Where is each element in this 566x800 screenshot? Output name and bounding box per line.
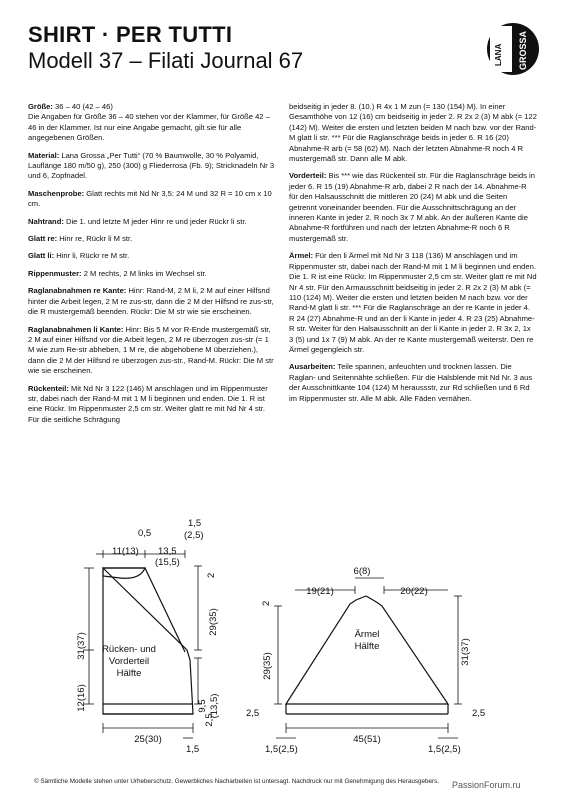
section-label: Maschenprobe: xyxy=(28,188,85,198)
section-label: Ausarbeiten: xyxy=(289,362,336,372)
section-text: Die Angaben für Größe 36 – 40 stehen vor der Klammer, für Größe 42 – 46 in der Klammer. Ist nur eine Angabe gemacht, gilt sie für alle angegebenen Größen. xyxy=(28,112,270,143)
section-label: Glatt re: xyxy=(28,234,58,244)
page-subtitle: Modell 37 – Filati Journal 67 xyxy=(28,48,304,73)
section-text: Lana Grossa „Per Tutti“ (70 % Baumwolle, 30 % Polyamid, Lauflänge 180 m/50 g), 250 (300) g Fliederrosa (Fb. 9); Stricknadeln Nr 3 und 6, Zopfnadel. xyxy=(28,150,275,181)
dim-sleeve-2-5-left: 2,5 xyxy=(246,708,260,719)
section-groesse xyxy=(28,102,276,144)
section-text: Die 1. und letzte M jeder Hinr re und jeder Rückr li str. xyxy=(63,216,247,226)
dim-back-29-35: 29(35) xyxy=(208,608,219,636)
section-vorderteil xyxy=(289,171,537,244)
section-glatt_li xyxy=(28,251,276,261)
section-label: Nahtrand: xyxy=(28,216,64,226)
section-rueckenteil_cont xyxy=(289,102,537,164)
section-text: Hinr: Bis 5 M vor R-Ende mustergemäß str, 2 M auf einer Hilfsnd vor die Arbeit legen, 2 M re überzogen zus-str (= 1 M wie zum Re-str abheben, 1 M re, die abgehobene M überziehen.), dann die 2 M der Hilfsnd re überzogen zus-str., Rand-M. Rückr: Die M str wie sie erscheinen. xyxy=(28,324,274,376)
section-text: Für den li Ärmel mit Nd Nr 3 118 (136) M anschlagen und im Rippenmuster str, dabei nach der Rand-M mit 1 M li beginnen und enden. Die 1. R ist eine Rückr. Im Rippenmuster 2,5 cm str. Weiter glatt re mit Nd Nr 4 str. Für den Armausschnitt beidseitig in jeder 2. R 2x 2 (3) M abk (= 110 (124) M). Weiter die ersten und letzten beiden M nach bzw. vor der Rand-M glatt li str. *** Für die Raglanschräge an der re Kante in jeder 4. R 24 (27) Abnahme-R und an der li Kante in jeder 4. R 23 (25) Abnahme-R str. Weiter für den Halsausschnitt an der li Kante in jeder 2. R 3x 2, 1x 3 (5) und 1x 7 (9) M abk. An der re Kante mustergemäß weiterstr. Den re Ärmel gegengleich str. xyxy=(289,251,537,354)
section-label: Raglanabnahmen re Kante: xyxy=(28,286,127,296)
back-label-1: Rücken- und xyxy=(102,644,156,655)
svg-text:LANA: LANA xyxy=(494,43,503,66)
pattern-schematic xyxy=(0,510,566,770)
dim-sleeve-31-37: 31(37) xyxy=(460,638,471,666)
dim-back-1-5-bottom: 1,5 xyxy=(186,744,200,755)
section-text: Hinr li, Rückr re M str. xyxy=(54,251,130,261)
dim-sleeve-45-51: 45(51) xyxy=(353,734,381,745)
section-text: beidseitig in jeder 8. (10.) R 4x 1 M zun (= 130 (154) M). In einer Gesamthöhe von 12 (16) cm beidseitig in jeder 2. R 2x 2 (3) M abk (= 122 (142) M). Weiter die ersten und letzten beiden M nach bzw. vor der Rand-M glatt li str. *** Für die Raglanschräge beids in jeder 6. R 16 (20) Abnahme-R arb (= 58 (62) M). Nach der letzten Abnahme-R noch 4 R mustergemäß str. Dann alle M abk. xyxy=(289,102,537,164)
section-label: Glatt li: xyxy=(28,251,55,261)
section-text: Teile spannen, anfeuchten und trocknen lassen. Die Raglan- und Seitennähte schließen. Für die Halsblende mit Nd Nr. 3 aus der Ausschnittkante 104 (124) M heraussstr, zur Rd schließen und 6 Rd im Rippenmuster str. Alle M abk. Alle Fäden vernähen. xyxy=(289,362,533,403)
dim-back-2: 2 xyxy=(206,572,217,578)
dim-sleeve-19-21: 19(21) xyxy=(306,586,334,597)
section-ausarbeiten xyxy=(289,362,537,404)
sleeve-label-2: Hälfte xyxy=(354,641,380,652)
dim-sleeve-1-5-right: 1,5(2,5) xyxy=(428,744,461,755)
dim-sleeve-29-35: 29(35) xyxy=(262,652,273,680)
dim-back-top-2: (2,5) xyxy=(184,530,204,541)
section-label: Rippenmuster: xyxy=(28,268,82,278)
sleeve-half-schematic xyxy=(286,596,448,714)
dim-back-31-37: 31(37) xyxy=(76,632,87,660)
instructions-left-column xyxy=(28,102,276,432)
section-text: Glatt rechts mit Nd Nr 3,5: 24 M und 32 R = 10 cm x 10 cm. xyxy=(28,188,272,209)
dim-back-9-5: 9,5 xyxy=(197,699,208,713)
section-ragl_re xyxy=(28,286,276,317)
dim-back-15-5: (15,5) xyxy=(155,557,180,568)
page-title: SHIRT · PER TUTTI xyxy=(28,22,233,47)
section-text: 36 – 40 (42 – 46) xyxy=(52,102,113,111)
section-label: Größe: xyxy=(28,102,53,111)
dim-back-11-13: 11(13) xyxy=(112,546,139,557)
section-label: Ärmel: xyxy=(289,251,314,261)
dim-back-05: 0,5 xyxy=(138,528,152,539)
section-label: Raglanabnahmen li Kante: xyxy=(28,324,124,334)
section-label: Material: xyxy=(28,150,60,160)
section-rippenmuster xyxy=(28,269,276,279)
dim-back-13-5-side: (13,5) xyxy=(209,693,220,719)
section-text: 2 M rechts, 2 M links im Wechsel str. xyxy=(81,268,207,278)
section-label: Vorderteil: xyxy=(289,171,327,181)
section-maschenprobe xyxy=(28,189,276,210)
back-label-2: Vorderteil xyxy=(108,656,150,667)
svg-text:GROSSA: GROSSA xyxy=(518,30,528,70)
dim-sleeve-2-5-right: 2,5 xyxy=(472,708,486,719)
section-ragl_li xyxy=(28,325,276,377)
dim-sleeve-20-22: 20(22) xyxy=(400,586,428,597)
sleeve-label-1: Ärmel xyxy=(354,629,380,640)
section-aermel xyxy=(289,251,537,355)
watermark: PassionForum.ru xyxy=(452,780,521,790)
dim-back-top-1: 1,5 xyxy=(188,518,202,529)
section-text: Hinr: Rand-M, 2 M li, 2 M auf einer Hilfsnd hinter die Arbeit legen, 2 M re zus-str, dann die 2 M der Hilfsnd re zus-str, die R mustergemäß beenden. Rückr: Die M str wie sie erscheinen. xyxy=(28,286,274,317)
section-glatt_re xyxy=(28,234,276,244)
section-text: Bis *** wie das Rückenteil str. Für die Raglanschräge beids in jeder 6. R 15 (19) Abnahme-R arb, dabei 2 R nach der 14. Abnahme-R für den Halsausschnitt die mittleren 20 (24) M abk und die Seiten getrennt voneinander beenden. Für die Ausschnittschrägung an der inneren Kante in jeder 2. R noch 3x 7 M abk. An der äußeren Kante die Abnahme-R fortführen und nach der letzten Abnahme-R noch 6 R mustergemäß str. xyxy=(289,171,535,243)
section-label: Rückenteil: xyxy=(28,383,69,393)
dim-sleeve-1-5-left: 1,5(2,5) xyxy=(265,744,298,755)
instructions-right-column xyxy=(289,102,537,411)
section-text: Hinr re, Rückr li M str. xyxy=(57,234,133,244)
dim-back-25-30: 25(30) xyxy=(134,734,162,745)
section-nahtrand xyxy=(28,217,276,227)
dim-back-13-5: 13,5 xyxy=(158,546,177,557)
section-text: Mit Nd Nr 3 122 (146) M anschlagen und im Rippenmuster str, dabei nach der Rand-M mit 1 M li beginnen und enden. Die 1. R ist eine Rückr. Im Rippenmuster 2,5 cm str. Weiter glatt re mit Nd Nr 4 str. Für die seitliche Schrägung xyxy=(28,383,268,424)
section-material xyxy=(28,151,276,182)
dim-sleeve-2: 2 xyxy=(261,600,272,606)
lana-grossa-logo xyxy=(486,22,540,76)
dim-back-12-16: 12(16) xyxy=(76,684,87,712)
back-label-3: Hälfte xyxy=(116,668,142,679)
dim-sleeve-6-8: 6(8) xyxy=(353,566,371,577)
section-rueckenteil xyxy=(28,384,276,426)
back-front-half-schematic xyxy=(103,568,193,714)
copyright-footer: © Sämtliche Modelle stehen unter Urheberschutz. Gewerbliches Nacharbeiten ist untersagt. Nachdruck nur mit Genehmigung des Herausgebers. xyxy=(34,778,440,785)
dim-back-2-5: 2,5 xyxy=(204,713,215,727)
